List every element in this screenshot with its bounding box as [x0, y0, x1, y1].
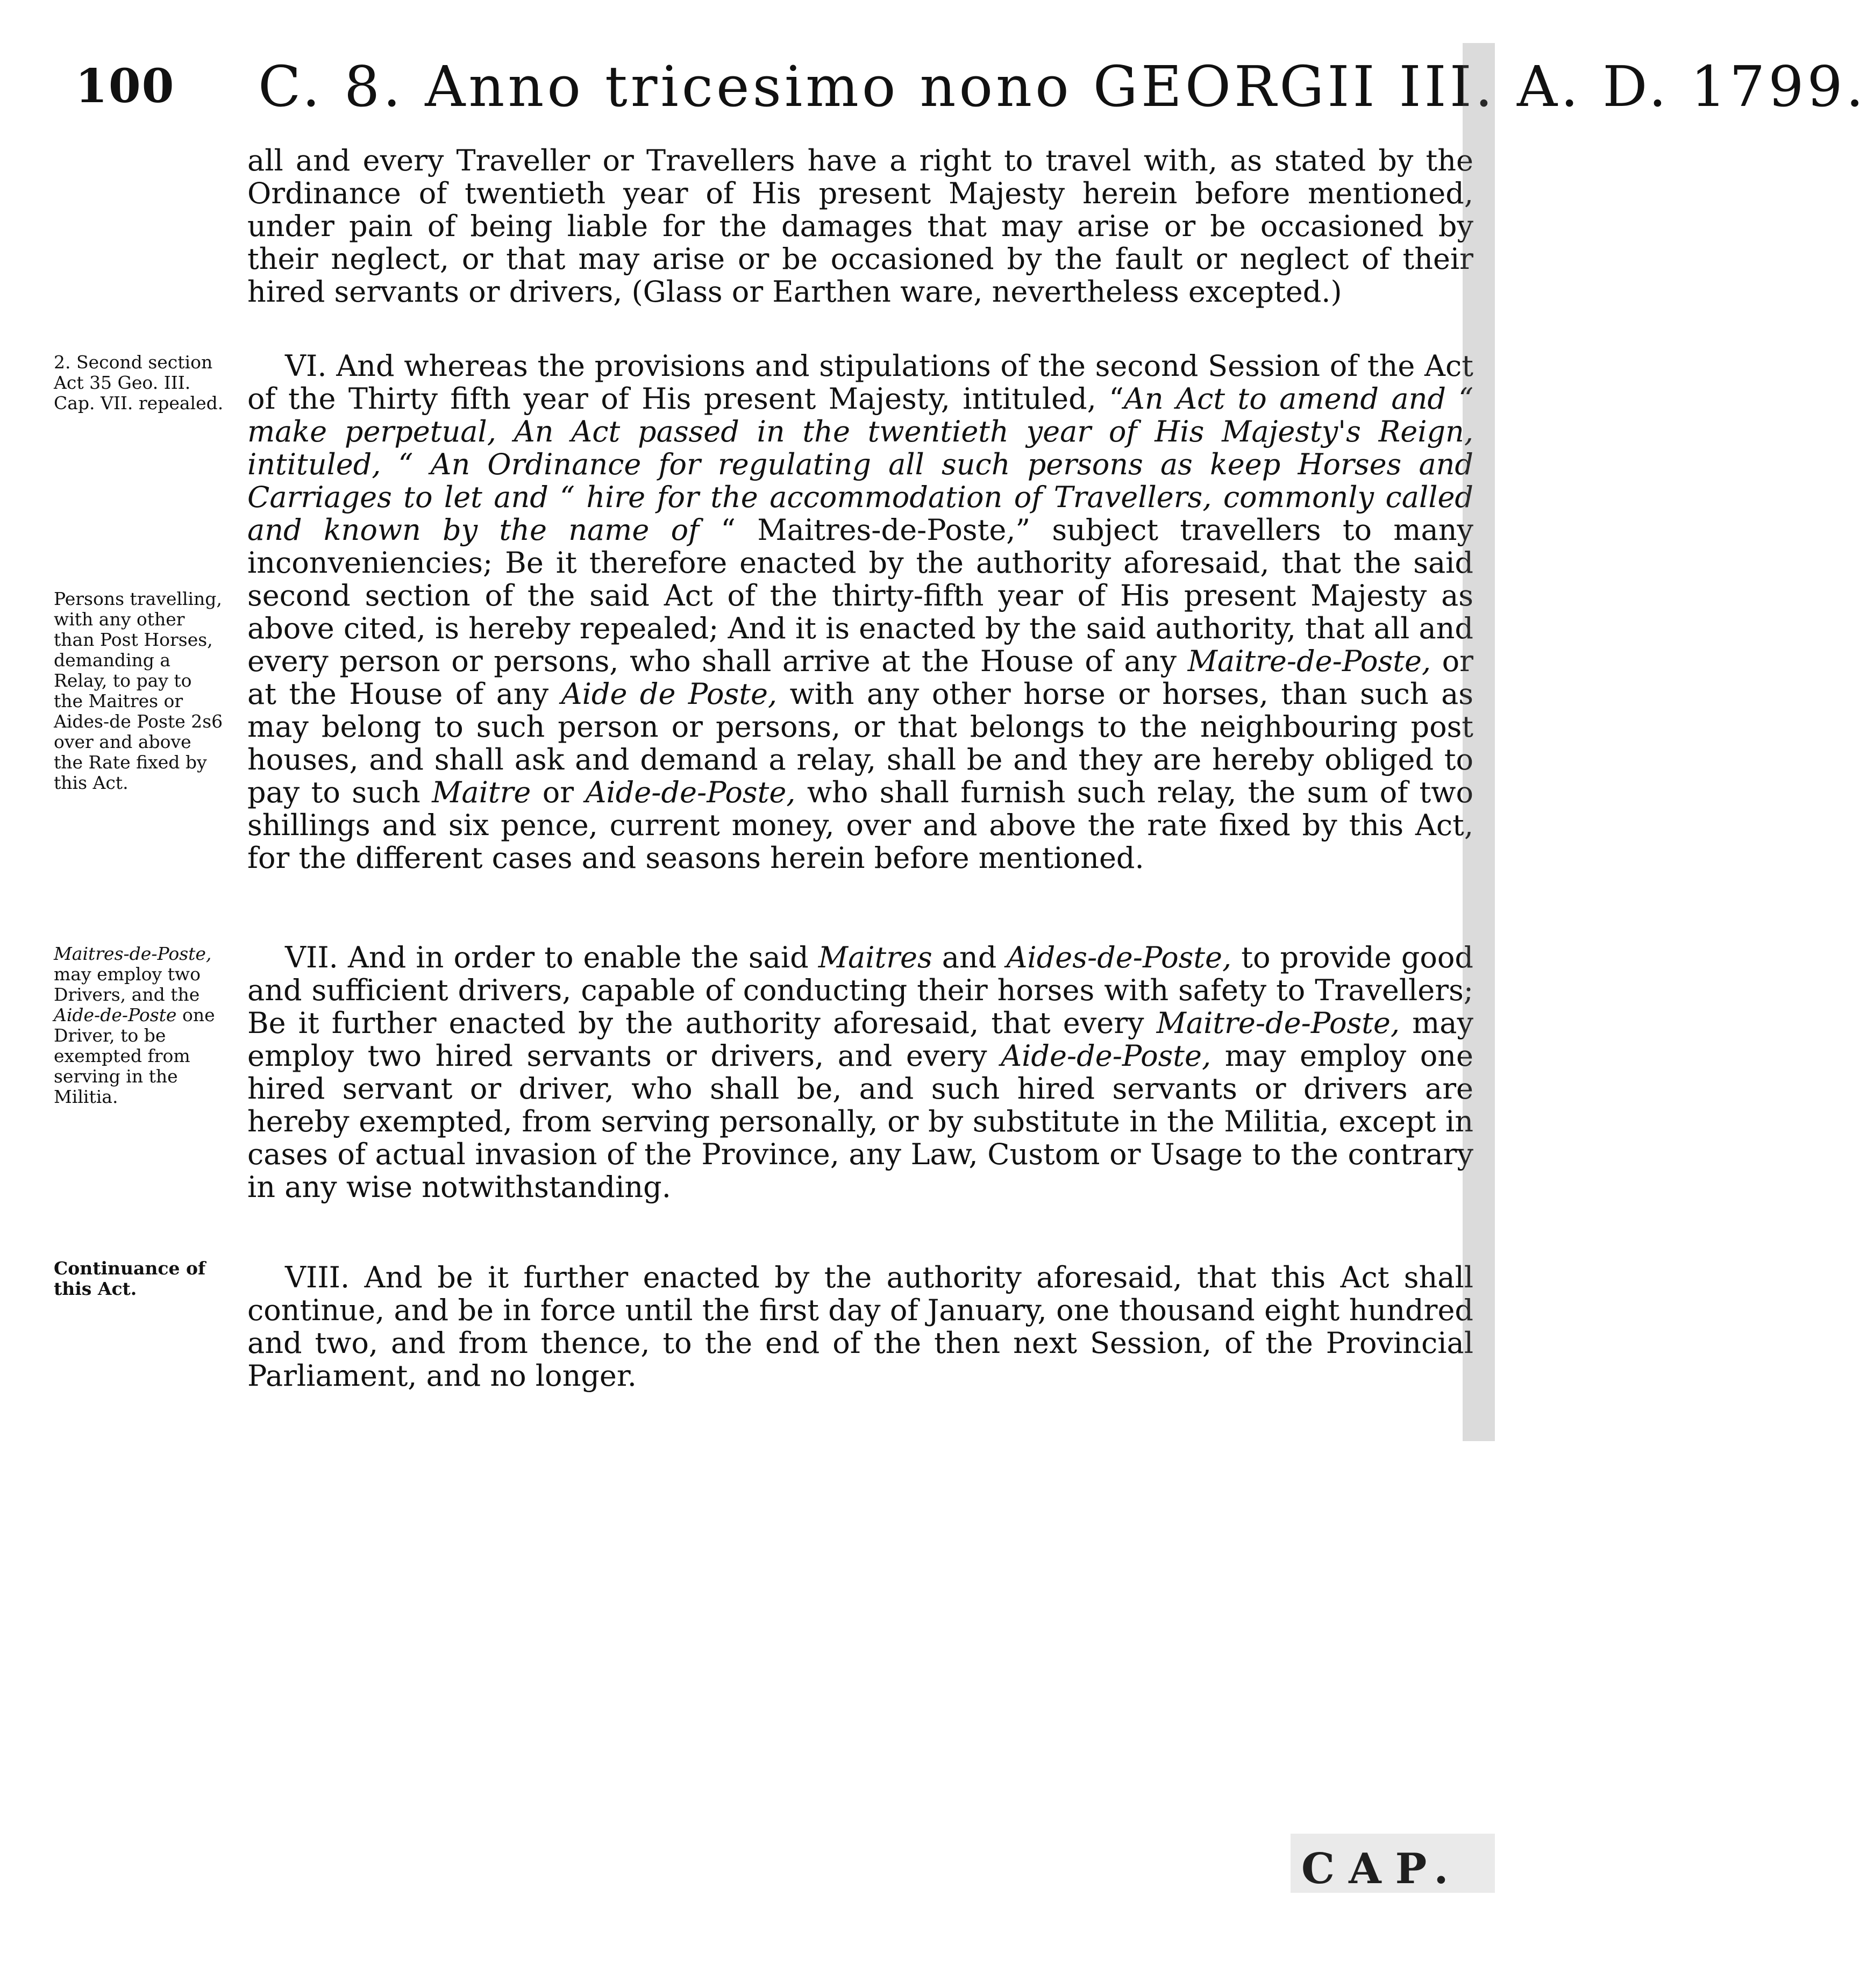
margin-note-relay-payment: Persons travelling, with any other than Post Horses, demanding a Relay, to pay to the Maitres or Aides-de Poste 2s6 over and above the Rate fixed by this Act.	[54, 588, 223, 793]
section-7-text-2: and	[932, 940, 1007, 974]
catchword: CAP.	[1301, 1844, 1463, 1893]
section-6-text-3: or at the House of any	[247, 644, 1473, 711]
running-head: C. 8. Anno tricesimo nono GEORGII III. A. D. 1799.	[258, 54, 1867, 119]
section-7-text-3: to provide good and sufficient drivers, capable of conducting their horses with safety to Travellers; Be it further enacted by the authority aforesaid, that every	[247, 940, 1473, 1040]
section-6-italic-maitre-2: Maitre	[432, 775, 531, 809]
paragraph-section-8	[247, 1261, 1473, 1422]
section-number-6: VI.	[285, 349, 327, 383]
margin-note-3-italic-1: Maitres-de-Poste,	[54, 943, 212, 964]
page-number: 100	[75, 59, 175, 113]
section-7-italic-maitres: Maitres	[818, 940, 932, 974]
section-6-cited-act-title: An Act to amend and “ make perpetual, An Act passed in the twentieth year of His Majesty's Reign, intituled, “ An Ordinance for regulating all such persons as keep Horses and Carriages to let and “ hire for the accommodation of Travellers, commonly called and known by the name of	[247, 382, 1473, 547]
section-6-text-5: or	[531, 775, 586, 809]
section-6-text-6: who shall furnish such relay, the sum of two shillings and six pence, current money, over and above the rate fixed by this Act, for the different cases and seasons herein before mentioned.	[247, 775, 1473, 875]
margin-note-3-italic-2: Aide-de-Poste	[54, 1004, 177, 1025]
margin-note-section-repealed: 2. Second section Act 35 Geo. III. Cap. VII. repealed.	[54, 352, 224, 414]
margin-note-continuance: Continuance of this Act.	[54, 1258, 206, 1299]
section-6-text-4: with any other horse or horses, than such as may belong to such person or persons, or that belongs to the neighbouring post houses, and shall ask and demand a relay, shall be and they are hereby obliged to pay to such	[247, 677, 1473, 809]
paragraph-continued: all and every Traveller or Travellers have a right to travel with, as stated by the Ordinance of twentieth year of His present Majesty herein before mentioned, under pain of being liable for the damages that may arise or be occasioned by their neglect, or that may arise or be occasioned by the fault or neglect of their hired servants or drivers, (Glass or Earthen ware, nevertheless excepted.)	[247, 144, 1473, 309]
section-8-text: And be it further enacted by the authority aforesaid, that this Act shall continue, and be in force until the first day of January, one thousand eight hundred and two, and from thence, to the end of the then next Session, of the Provincial Parliament, and no longer.	[247, 1260, 1473, 1393]
paragraph-section-6	[247, 350, 1473, 920]
section-7-italic-aides: Aides-de-Poste,	[1006, 940, 1232, 974]
scan-noise-right-edge	[1463, 43, 1495, 1441]
section-7-text-1: And in order to enable the said	[347, 940, 818, 974]
section-6-italic-aide: Aide de Poste,	[561, 677, 778, 711]
page-header	[75, 54, 1867, 129]
section-7-text-4: may employ two hired servants or drivers, and every	[247, 1006, 1474, 1073]
paragraph-section-7	[247, 941, 1473, 1231]
margin-note-3-text-2: one Driver, to be exempted from serving in the Militia.	[54, 1004, 215, 1107]
section-number-8: VIII.	[285, 1260, 350, 1294]
section-6-italic-maitre: Maitre-de-Poste,	[1187, 644, 1431, 678]
section-6-text-1: And whereas the provisions and stipulations of the second Session of the Act of the Thirty fifth year of His present Majesty, intituled, “	[247, 349, 1473, 416]
section-7-italic-aide: Aide-de-Poste,	[1001, 1039, 1212, 1073]
section-7-italic-maitre: Maitre-de-Poste,	[1156, 1006, 1400, 1040]
margin-note-3-text-1: may employ two Drivers, and the	[54, 964, 201, 1005]
section-6-italic-aide-2: Aide-de-Poste,	[585, 775, 796, 809]
section-7-text-5: may employ one hired servant or driver, who shall be, and such hired servants or drivers are hereby exempted, from serving personally, or by substitute in the Militia, except in cases of actual invasion of the Province, any Law, Custom or Usage to the contrary in any wise notwithstanding.	[247, 1039, 1473, 1204]
scan-noise-catchword	[1291, 1834, 1495, 1893]
section-number-7: VII.	[285, 940, 338, 974]
margin-note-drivers-exempted	[54, 944, 226, 1107]
section-6-text-2: “ Maitres-de-Poste,” subject travellers to many inconveniencies; Be it therefore enacted by the authority aforesaid, that the said second section of the said Act of the thirty-fifth year of His present Majesty as above cited, is hereby repealed; And it is enacted by the said authority, that all and every person or persons, who shall arrive at the House of any	[247, 513, 1473, 678]
